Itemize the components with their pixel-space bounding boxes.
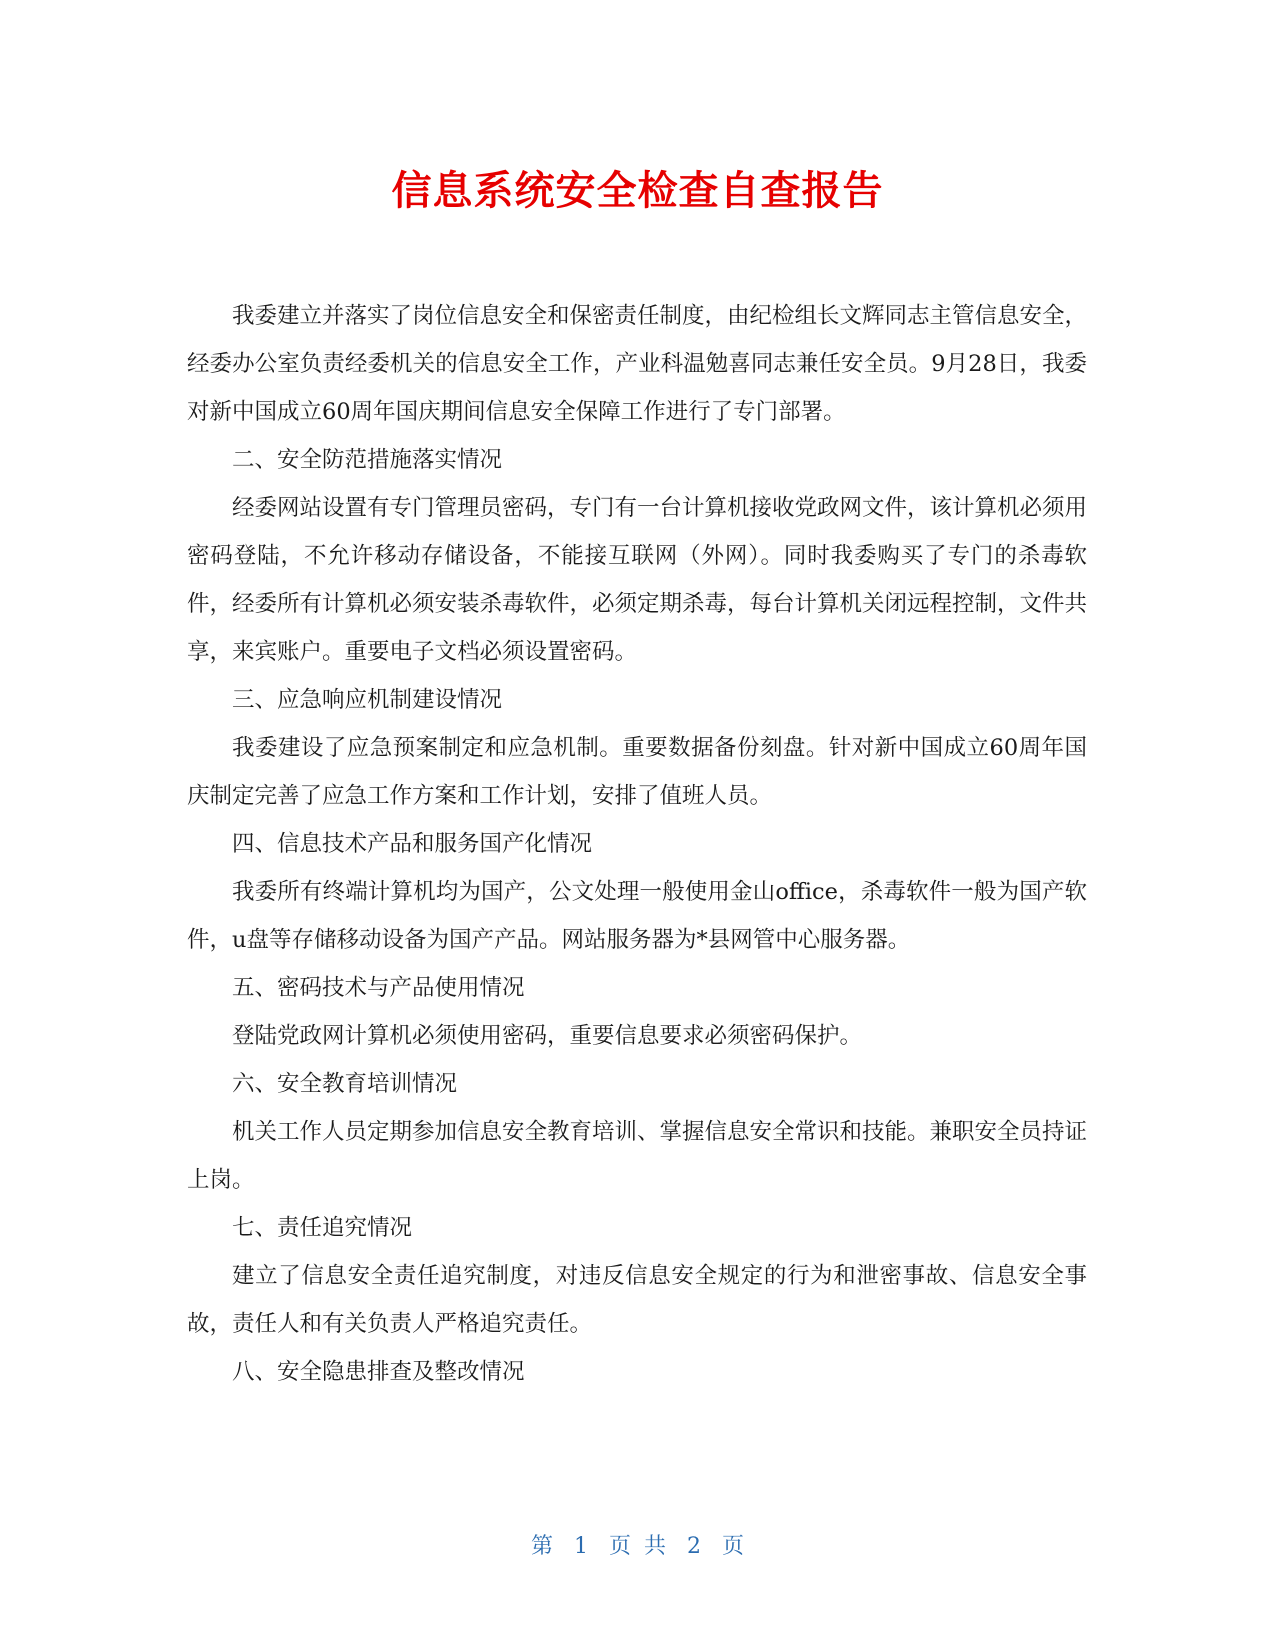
paragraph-password-usage: 登陆党政网计算机必须使用密码，重要信息要求必须密码保护。 (232, 1023, 863, 1049)
section-heading-5: 五、密码技术与产品使用情况 (232, 975, 525, 1001)
paragraph-emergency-response: 我委建设了应急预案制定和应急机制。重要数据备份刻盘。针对新中国成立60周年国庆制定完善了应急工作方案和工作计划，安排了值班人员。 (187, 735, 1087, 809)
section-heading-7: 七、责任追究情况 (232, 1215, 413, 1241)
paragraph-accountability: 建立了信息安全责任追究制度，对违反信息安全规定的行为和泄密事故、信息安全事故，责任人和有关负责人严格追究责任。 (187, 1263, 1087, 1337)
section-heading-3: 三、应急响应机制建设情况 (232, 687, 503, 713)
total-pages-number: 2 (687, 1534, 701, 1559)
paragraph-security-measures: 经委网站设置有专门管理员密码，专门有一台计算机接收党政网文件，该计算机必须用密码登陆，不允许移动存储设备，不能接互联网（外网）。同时我委购买了专门的杀毒软件，经委所有计算机必须安装杀毒软件，必须定期杀毒，每台计算机关闭远程控制，文件共享，来宾账户。重要电子文档必须设置密码。 (187, 495, 1088, 665)
paragraph-training: 机关工作人员定期参加信息安全教育培训、掌握信息安全常识和技能。兼职安全员持证上岗。 (187, 1119, 1088, 1193)
paragraph-domestic-products: 我委所有终端计算机均为国产，公文处理一般使用金山office，杀毒软件一般为国产软件，u盘等存储移动设备为国产产品。网站服务器为*县网管中心服务器。 (187, 879, 1087, 953)
section-heading-8: 八、安全隐患排查及整改情况 (232, 1359, 525, 1385)
page-label-suffix: 页 (722, 1534, 745, 1559)
page-label-prefix: 第 (530, 1534, 553, 1559)
section-heading-6: 六、安全教育培训情况 (232, 1071, 458, 1097)
section-heading-4: 四、信息技术产品和服务国产化情况 (232, 831, 593, 857)
section-heading-2: 二、安全防范措施落实情况 (232, 447, 503, 473)
current-page-number: 1 (574, 1534, 588, 1559)
page-footer (0, 1532, 1275, 1562)
page-label-mid: 页 共 (609, 1534, 666, 1559)
paragraph-intro: 我委建立并落实了岗位信息安全和保密责任制度，由纪检组长文辉同志主管信息安全，经委办公室负责经委机关的信息安全工作，产业科温勉喜同志兼任安全员。9月28日，我委对新中国成立60周年国庆期间信息安全保障工作进行了专门部署。 (187, 303, 1088, 425)
document-body (187, 292, 1087, 1396)
document-title: 信息系统安全检查自查报告 (391, 168, 884, 214)
